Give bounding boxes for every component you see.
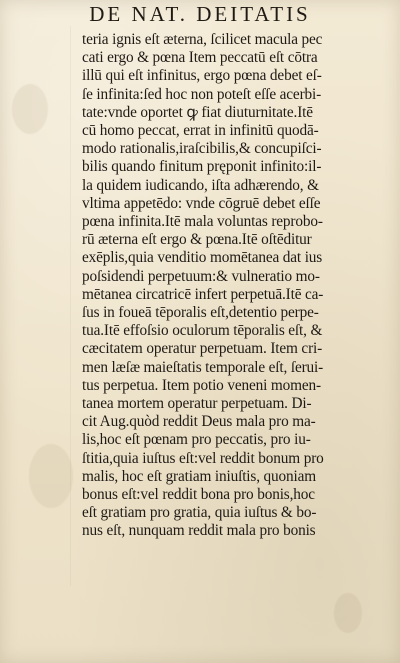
- running-head: DE NAT. DEITATIS: [89, 2, 311, 26]
- text-line: malis, hoc eſt gratiam iniuſtis, quoniam: [82, 467, 317, 485]
- text-line: tua.Itē effoſsio oculorum tēporalis eſt, &: [82, 322, 323, 340]
- text-line: ſus in foueā tēporalis eſt,detentio perpe-: [82, 304, 319, 322]
- text-line: modo rationalis,iraſcibilis,& concupiſci-: [82, 140, 322, 158]
- text-line: nus eſt, nunquam reddit mala pro bonis: [82, 522, 316, 540]
- paper-stain: [29, 444, 73, 508]
- text-line: cū homo peccat, errat in infinitū quodā-: [82, 122, 319, 140]
- text-line: eſt gratiam pro gratia, quia iuſtus & bo-: [82, 504, 317, 522]
- text-line: tanea mortem operatur perpetuam. Di-: [82, 395, 312, 413]
- text-line: illū qui eſt infinitus, ergo pœna debet eſ-: [82, 67, 322, 85]
- body-text: [82, 31, 389, 541]
- text-line: cæcitatem operatur perpetuam. Item cri-: [82, 340, 323, 358]
- text-line: men læſæ maieſtatis temporale eſt, ſerui-: [82, 358, 324, 376]
- text-line: tus perpetua. Item potio veneni momen-: [82, 376, 321, 394]
- paper-stain: [12, 84, 48, 134]
- text-line: rū æterna eſt ergo & pœna.Itē oſtēditur: [82, 231, 312, 249]
- text-line: la quidem iudicando, iſta adhærendo, &: [82, 176, 319, 194]
- text-line: cit Aug.quòd reddit Deus mala pro ma-: [82, 413, 316, 431]
- text-line: mētanea circatricē infert perpetuā.Itē ca-: [82, 285, 324, 303]
- text-line: exēplis,quia venditio momētanea dat ius: [82, 249, 323, 267]
- text-line: poſsidendi perpetuum:& vulneratio mo-: [82, 267, 320, 285]
- text-line: lis,hoc eſt pœnam pro peccatis, pro iu-: [82, 431, 311, 449]
- page-margin-shadow: [70, 26, 71, 586]
- text-line: ſtitia,quia iuſtus eſt:vel reddit bonum pro: [82, 449, 324, 467]
- text-line: tate:vnde oportet ꝙ fiat diuturnitate.Itē: [82, 103, 313, 121]
- paper-stain: [334, 593, 362, 633]
- text-line: bilis quando finitum pręponit infinito:il-: [82, 158, 322, 176]
- text-line: cati ergo & pœna Item peccatū eſt cōtra: [82, 49, 318, 67]
- text-line: pœna infinita.Itē mala voluntas reprobo-: [82, 213, 323, 231]
- text-line: ſe infinita:ſed hoc non poteſt eſſe acerbi-: [82, 85, 322, 103]
- text-line: vltima appetēdo: vnde cōgruē debet eſſe: [82, 194, 321, 212]
- text-line: bonus eſt:vel reddit bona pro bonis,hoc: [82, 486, 315, 504]
- text-line: teria ignis eſt æterna, ſcilicet macula pec: [82, 31, 323, 48]
